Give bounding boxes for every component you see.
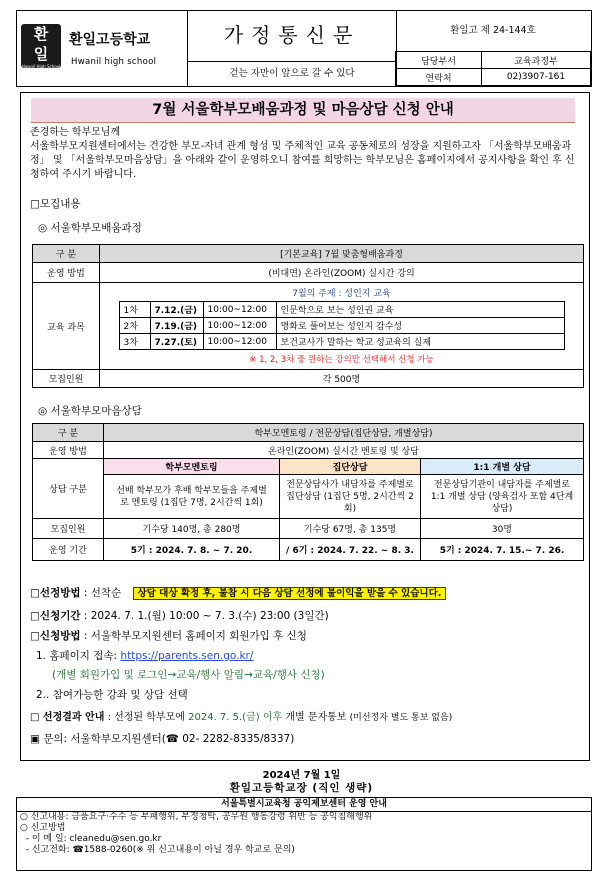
footer-line: - 신고전화: ☎1588-0260(※ 위 신고내용이 아닐 경우 학교로 문의) xyxy=(20,845,295,855)
homepage-link[interactable]: https://parents.sen.go.kr/ xyxy=(120,650,254,662)
apply-step-1 xyxy=(36,648,253,663)
session-note: ※ 1, 2, 3차 중 원하는 강의만 선택해서 신청 가능 xyxy=(249,355,434,365)
counsel-type-name: 집단상담 xyxy=(280,459,421,475)
contact-value: 02)3907-161 xyxy=(482,69,591,86)
counsel-table xyxy=(32,423,584,561)
session-no: 1차 xyxy=(119,302,150,318)
apply-step-2: 2.. 참여가능한 강좌 및 상담 선택 xyxy=(36,689,188,701)
counsel-method-value: 온라인(ZOOM) 실시간 멘토링 및 상담 xyxy=(104,442,584,459)
course-recruit-value: 각 500명 xyxy=(100,370,584,388)
session-table xyxy=(119,301,565,350)
counsel-period-value: 5기 : 2024. 7. 15.~ 7. 26. xyxy=(421,539,584,561)
course-table xyxy=(32,244,584,388)
counsel-recruit-label: 모집인원 xyxy=(33,519,104,539)
apply-method-label: □신청방법 xyxy=(30,630,81,642)
apply-method-line xyxy=(30,628,307,643)
session-time: 10:00~12:00 xyxy=(203,318,276,334)
session-topic: 인문학으로 보는 성인권 교육 xyxy=(276,302,564,318)
select-warning: 상담 대상 확정 후, 불참 시 다음 상담 선정에 불이익을 받을 수 있습니다. xyxy=(133,587,447,600)
course-recruit-label: 모집인원 xyxy=(33,370,100,388)
apply-step-1-detail: (개별 회원가입 및 로그인→교육/행사 알림→교육/행사 신청) xyxy=(52,669,325,681)
result-value: : 선정된 학부모에 xyxy=(107,712,185,723)
course-method-value: (비대면) 온라인(ZOOM) 실시간 강의 xyxy=(100,263,584,283)
course-theme: 7월의 주제 : 성인지 교육 xyxy=(292,289,391,299)
session-topic: 명화로 풀어보는 성인지 감수성 xyxy=(276,318,564,334)
footer-title: 서울특별시교육청 공익제보센터 운영 안내 xyxy=(17,798,591,812)
session-row xyxy=(119,318,564,334)
select-method-label: □선정방법 xyxy=(30,587,81,599)
apply-period-value: : 2024. 7. 1.(월) 10:00 ~ 7. 3.(수) 23:00 (3일간) xyxy=(83,610,329,622)
counsel-heading: ◎ 서울학부모마음상담 xyxy=(38,405,142,417)
session-no: 3차 xyxy=(119,334,150,350)
apply-period-line xyxy=(30,608,329,623)
contact-info-table xyxy=(395,51,591,86)
select-method-line xyxy=(30,585,580,600)
course-header-title: [기본교육] 7월 맞춤형배움과정 xyxy=(100,245,584,263)
counsel-method-label: 운영 방법 xyxy=(33,442,104,459)
counsel-type-name: 학부모멘토링 xyxy=(104,459,280,475)
counsel-type-desc: 전문상담사가 내담자를 주제별로 집단상담 (1집단 5명, 2시간씩 2회) xyxy=(280,475,421,519)
session-topic: 보건교사가 말하는 학교 성교육의 실제 xyxy=(276,334,564,350)
step1-label: 1. 홈페이지 접속: xyxy=(36,650,118,662)
footer-line: ○ 신고내용: 금품요구·수수 등 부패행위, 부정청탁, 공무원 행동강령 위반 등 공익침해행위 xyxy=(20,812,373,822)
principal-signature: 환일고등학교장 (직인 생략) xyxy=(229,782,374,794)
counsel-header-label: 구 분 xyxy=(33,424,104,442)
session-date: 7.27.(토) xyxy=(150,334,203,350)
document-title: 가정통신문 xyxy=(187,11,397,62)
counsel-type-desc: 전문상담기관이 내담자를 주제별로 1:1 개별 상담 (양육검사 포함 4단계 상담) xyxy=(421,475,584,519)
signoff-date: 2024년 7월 1일 xyxy=(262,770,341,781)
course-header-label: 구 분 xyxy=(33,245,100,263)
course-curriculum-cell xyxy=(100,283,584,370)
course-method-label: 운영 방법 xyxy=(33,263,100,283)
notice-banner: 7월 서울학부모배움과정 및 마음상담 신청 안내 xyxy=(31,98,575,123)
session-row xyxy=(119,302,564,318)
result-line xyxy=(30,708,590,723)
footer-line: - 이 메 일: cleanedu@sen.go.kr xyxy=(20,834,162,844)
session-date: 7.19.(금) xyxy=(150,318,203,334)
inquiry-line: ▣ 문의: 서울학부모지원센터(☎ 02- 2282-8335/8337) xyxy=(30,733,295,745)
result-tail: 개별 문자통보 xyxy=(285,712,347,723)
school-logo: 환 일 Hwanil High School xyxy=(21,25,61,69)
counsel-period-value: 5기 : 2024. 7. 8. ~ 7. 20. xyxy=(104,539,280,561)
course-curriculum-label: 교육 과목 xyxy=(33,283,100,370)
contact-label: 연락처 xyxy=(396,69,482,86)
intro-greeting: 존경하는 학부모님께 xyxy=(30,127,121,138)
counsel-period-value: / 6기 : 2024. 7. 22. ~ 8. 3. xyxy=(280,539,421,561)
school-name: 환일고등학교 xyxy=(69,32,151,48)
apply-period-label: □신청기간 xyxy=(30,610,81,622)
letter-header xyxy=(16,10,592,87)
session-row xyxy=(119,334,564,350)
counsel-type-label: 상담 구분 xyxy=(33,459,104,519)
document-number: 환일고 제 24-144호 xyxy=(450,25,536,36)
school-logo-block xyxy=(17,11,182,86)
counsel-type-name: 1:1 개별 상담 xyxy=(421,459,584,475)
session-no: 2차 xyxy=(119,318,150,334)
course-heading: ◎ 서울학부모배움과정 xyxy=(38,222,142,234)
counsel-recruit-value: 기수당 67명, 총 135명 xyxy=(280,519,421,539)
result-date: 2024. 7. 5.(금) 이후 xyxy=(188,712,283,723)
recruit-heading: □모집내용 xyxy=(30,198,81,210)
dept-value: 교육과정부 xyxy=(482,52,591,69)
counsel-recruit-value: 30명 xyxy=(421,519,584,539)
counsel-type-desc: 선배 학부모가 후배 학부모들을 주제별로 멘토링 (1집단 7명, 2시간씩 1회) xyxy=(104,475,280,519)
session-date: 7.12.(금) xyxy=(150,302,203,318)
result-note: (미선정자 별도 통보 없음) xyxy=(349,713,453,723)
footer-line: ○ 신고방법 xyxy=(20,823,66,833)
select-method-value: : 선착순 xyxy=(83,587,122,599)
dept-label: 담당부서 xyxy=(396,52,482,69)
intro-body: 서울학부모지원센터에서는 건강한 부모-자녀 관계 형성 및 주체적인 교육 공동체로의 성장을 지원하고자 「서울학부모배움과정」 및 「서울학부모마음상담」을 아래와 같이 운영하오니 참여를 희망하는 학부모님은 홈페이지에서 공지사항을 확인 후 신청하여 주시기 바랍니다. xyxy=(30,141,575,180)
counsel-header-title: 학부모멘토링 / 전문상담(집단상담, 개별상담) xyxy=(104,424,584,442)
result-label: □ 선정결과 안내 xyxy=(30,712,105,723)
counsel-recruit-value: 기수당 140명, 총 280명 xyxy=(104,519,280,539)
session-time: 10:00~12:00 xyxy=(203,334,276,350)
whistleblower-notice xyxy=(16,797,592,871)
school-motto: 걷는 자만이 앞으로 갈 수 있다 xyxy=(187,61,397,86)
session-time: 10:00~12:00 xyxy=(203,302,276,318)
apply-method-value: : 서울학부모지원센터 홈페이지 회원가입 후 신청 xyxy=(83,630,307,642)
school-name-english: Hwanil high school xyxy=(71,57,157,67)
counsel-period-label: 운영 기간 xyxy=(33,539,104,561)
